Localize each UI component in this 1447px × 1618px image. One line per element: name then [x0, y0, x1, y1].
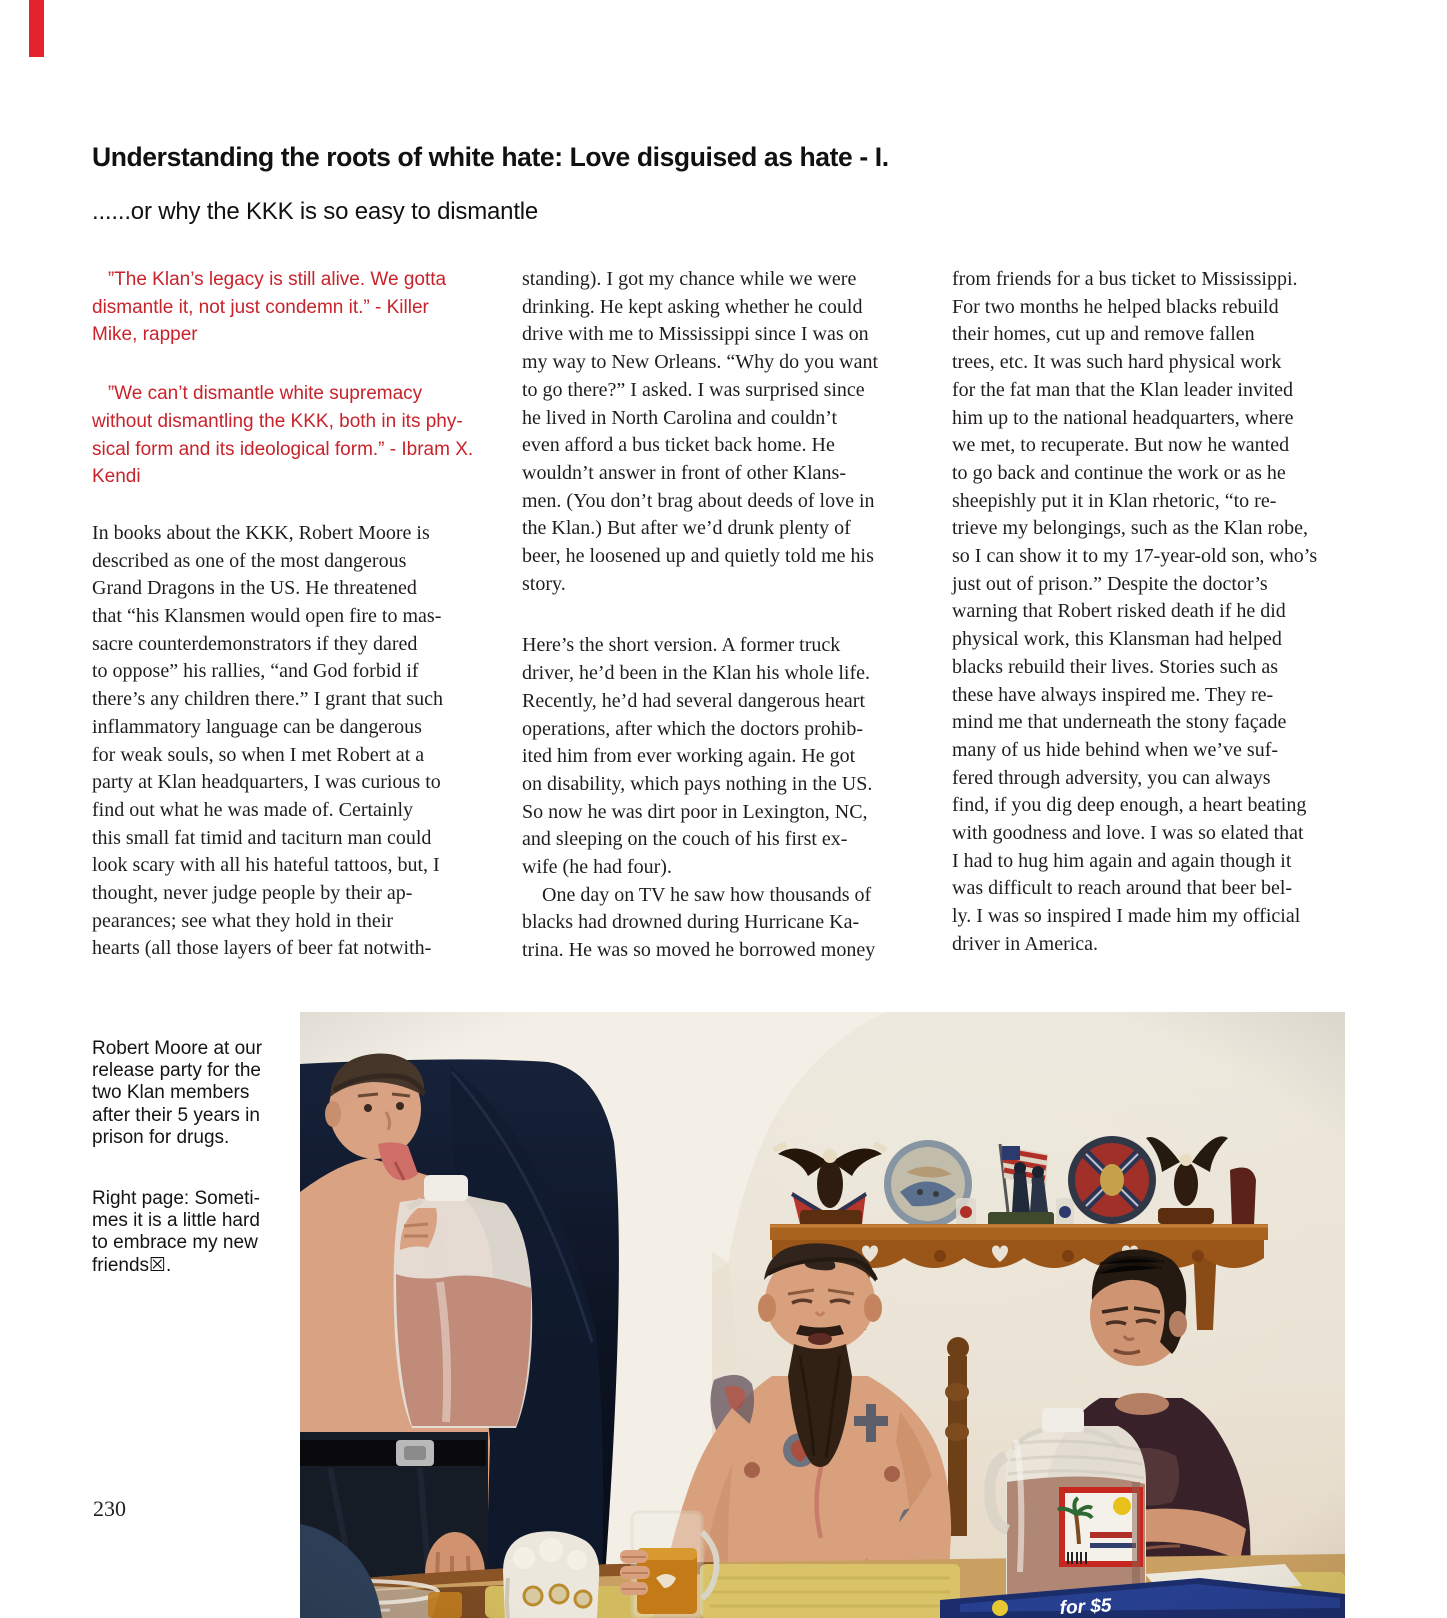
text-line: fered through adversity, you can always: [952, 766, 1271, 789]
page-edge-red-tab: [29, 0, 44, 57]
text-line: described as one of the most dangerous: [92, 549, 407, 572]
text-line: drinking. He kept asking whether he could: [522, 295, 863, 318]
text-line: beer, he loosened up and quietly told me his: [522, 545, 874, 568]
text-line: mind me that underneath the stony façade: [952, 711, 1287, 734]
text-line: without dismantling the KKK, both in its phy-: [92, 410, 463, 432]
text-line: to go there?” I asked. I was surprised since: [522, 378, 865, 401]
text-line: sical form and its ideological form.” - Ibram X.: [92, 438, 474, 460]
text-line: their homes, cut up and remove fallen: [952, 323, 1255, 346]
body-paragraph: [522, 266, 924, 598]
text-line: I had to hug him again and again though it: [952, 849, 1292, 872]
party-photo: [300, 1012, 1345, 1618]
page-subtitle: ......or why the KKK is so easy to dismantle: [92, 198, 539, 225]
text-line: trina. He was so moved he borrowed money: [522, 939, 876, 962]
text-line: standing). I got my chance while we were: [522, 268, 857, 290]
text-line: on disability, which pays nothing in the US.: [522, 772, 873, 795]
text-line: For two months he helped blacks rebuild: [952, 295, 1279, 318]
text-line: Grand Dragons in the US. He threatened: [92, 577, 417, 600]
text-line: find, if you dig deep enough, a heart beating: [952, 794, 1307, 817]
text-line: was difficult to reach around that beer bel-: [952, 877, 1293, 900]
party-photo-art: [300, 1012, 1345, 1618]
text-line: even afford a bus ticket back home. He: [522, 434, 835, 457]
text-line: Recently, he’d had several dangerous heart: [522, 689, 865, 712]
text-line: Robert Moore at our: [92, 1038, 263, 1059]
text-column-1: [92, 266, 494, 963]
text-line: friends☒.: [92, 1254, 172, 1276]
text-line: my way to New Orleans. “Why do you want: [522, 351, 879, 374]
text-line: look scary with all his hateful tattoos, but, I: [92, 854, 440, 877]
text-line: Here’s the short version. A former truck: [522, 634, 841, 657]
text-line: these have always inspired me. They re-: [952, 683, 1274, 706]
text-line: this small fat timid and taciturn man could: [92, 826, 432, 849]
text-line: the Klan.) But after we’d drunk plenty of: [522, 517, 851, 540]
text-line: sheepishly put it in Klan rhetoric, “to re-: [952, 489, 1277, 512]
text-line: ly. I was so inspired I made him my official: [952, 905, 1301, 928]
pull-quote-ibram-kendi: [92, 380, 494, 491]
text-line: prison for drugs.: [92, 1126, 230, 1148]
text-line: So now he was dirt poor in Lexington, NC,: [522, 800, 868, 823]
text-line: find out what he was made of. Certainly: [92, 798, 414, 821]
photo-caption: [92, 1038, 292, 1277]
text-line: warning that Robert risked death if he did: [952, 600, 1286, 623]
text-line: pearances; see what they hold in their: [92, 909, 393, 932]
text-line: after their 5 years in: [92, 1104, 260, 1126]
text-line: men. (You don’t brag about deeds of love in: [522, 489, 875, 512]
pull-quote-killer-mike: [92, 266, 494, 349]
text-line: ited him from ever working again. He got: [522, 745, 856, 768]
body-paragraph: [522, 632, 924, 881]
text-line: we met, to recuperate. But now he wanted: [952, 434, 1290, 457]
text-line: operations, after which the doctors prohib-: [522, 717, 864, 740]
text-line: party at Klan headquarters, I was curious to: [92, 771, 441, 794]
text-line: for the fat man that the Klan leader invited: [952, 378, 1293, 401]
text-line: physical work, this Klansman had helped: [952, 628, 1282, 651]
vignette: [300, 1012, 1345, 1618]
body-paragraph: [952, 266, 1354, 959]
text-line: sacre counterdemonstrators if they dared: [92, 632, 418, 655]
text-line: driver, he’d been in the Klan his whole life.: [522, 662, 870, 685]
text-line: release party for the: [92, 1060, 261, 1082]
text-column-3: [952, 266, 1354, 959]
text-line: ”The Klan’s legacy is still alive. We gotta: [92, 269, 447, 290]
text-line: ”We can’t dismantle white supremacy: [92, 383, 423, 405]
text-line: story.: [522, 572, 566, 595]
text-line: him up to the national headquarters, where: [952, 406, 1294, 429]
text-line: and sleeping on the couch of his first ex-: [522, 828, 848, 851]
text-line: hearts (all those layers of beer fat notwith-: [92, 937, 432, 960]
text-line: for weak souls, so when I met Robert at a: [92, 743, 425, 766]
text-line: inflammatory language can be dangerous: [92, 715, 422, 738]
text-line: wife (he had four).: [522, 856, 672, 879]
text-line: just out of prison.” Despite the doctor’s: [952, 572, 1268, 595]
text-line: thought, never judge people by their ap-: [92, 882, 413, 905]
text-line: from friends for a bus ticket to Mississippi.: [952, 268, 1298, 290]
text-line: blacks rebuild their lives. Stories such as: [952, 655, 1279, 678]
page-number: 230: [93, 1496, 126, 1521]
text-line: to go back and continue the work or as he: [952, 461, 1286, 484]
page-title: Understanding the roots of white hate: Love disguised as hate - I.: [92, 142, 889, 172]
text-line: dismantle it, not just condemn it.” - Killer: [92, 296, 429, 318]
text-line: that “his Klansmen would open fire to mas-: [92, 605, 442, 628]
text-line: mes it is a little hard: [92, 1210, 260, 1232]
text-line: to oppose” his rallies, “and God forbid if: [92, 660, 419, 683]
text-line: One day on TV he saw how thousands of: [522, 883, 872, 906]
text-line: there’s any children there.” I grant that such: [92, 688, 443, 711]
text-line: Mike, rapper: [92, 324, 198, 346]
text-line: drive with me to Mississippi since I was on: [522, 323, 869, 346]
text-line: many of us hide behind when we’ve suf-: [952, 738, 1279, 761]
body-paragraph: [522, 882, 924, 965]
text-line: two Klan members: [92, 1082, 250, 1104]
text-line: so I can show it to my 17-year-old son, who’s: [952, 545, 1318, 568]
text-line: he lived in North Carolina and couldn’t: [522, 406, 838, 429]
text-line: Right page: Someti-: [92, 1188, 260, 1210]
text-line: driver in America.: [952, 932, 1099, 955]
body-paragraph: [92, 520, 494, 963]
text-column-2: [522, 266, 924, 965]
text-line: wouldn’t answer in front of other Klans-: [522, 461, 847, 484]
text-line: trees, etc. It was such hard physical work: [952, 351, 1282, 374]
text-line: blacks had drowned during Hurricane Ka-: [522, 911, 860, 934]
text-line: with goodness and love. I was so elated that: [952, 822, 1304, 845]
text-line: trieve my belongings, such as the Klan robe,: [952, 517, 1309, 540]
text-line: to embrace my new: [92, 1232, 258, 1254]
text-line: In books about the KKK, Robert Moore is: [92, 521, 430, 544]
caption-paragraph: [92, 1038, 292, 1149]
caption-paragraph: [92, 1188, 292, 1277]
text-line: Kendi: [92, 466, 141, 488]
